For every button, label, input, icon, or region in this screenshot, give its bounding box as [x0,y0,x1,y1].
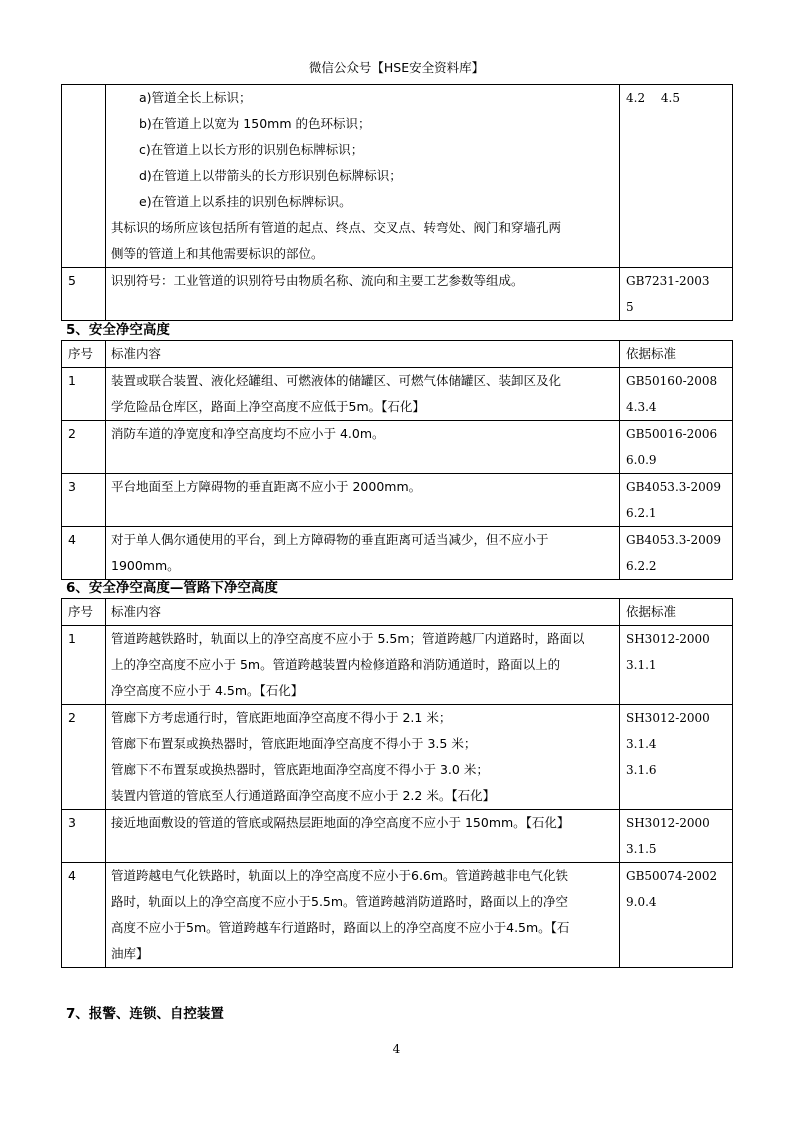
page-header: 微信公众号【HSE安全资料库】 [308,60,485,75]
content-line: 平台地面至上方障碍物的垂直距离不应小于 2000mm。 [111,479,422,494]
content-line: 路时，轨面以上的净空高度不应小于5.5m。管道跨越消防道路时，路面以上的净空 [111,894,569,909]
row-number: 1 [62,626,106,705]
reference-line: 3.1.1 [626,658,657,672]
section-7-title: 7、报警、连锁、自控装置 [66,1006,224,1022]
row-reference [620,626,733,705]
row-number: 2 [62,421,106,474]
table-row [62,810,733,863]
table-row [62,863,733,968]
row-number: 3 [62,474,106,527]
table-row [62,421,733,474]
continued-standards-table [61,84,733,321]
row-content [106,863,620,968]
reference-line: 4.2 4.5 [626,91,680,105]
section-6-title: 6、安全净空高度—管路下净空高度 [66,580,278,596]
reference-line: 3.1.5 [626,842,657,856]
reference-line: GB50160-2008 [626,374,718,388]
row-reference [620,863,733,968]
table-row [62,268,733,321]
row-reference [620,810,733,863]
content-line: 侧等的管道上和其他需要标识的部位。 [111,246,324,261]
content-line: 油库】 [111,946,149,961]
content-line: 消防车道的净宽度和净空高度均不应小于 4.0m。 [111,426,385,441]
content-line: 管廊下不布置泵或换热器时，管底距地面净空高度不得小于 3.0 米； [111,762,489,777]
header-num: 序号 [62,599,106,626]
reference-line: 6.2.1 [626,506,657,520]
reference-line: GB50074-2002 [626,869,718,883]
row-content [106,810,620,863]
table-row [62,85,733,268]
reference-line: 5 [626,300,634,314]
row-number: 1 [62,368,106,421]
row-reference [620,421,733,474]
row-content [106,626,620,705]
reference-line: SH3012-2000 [626,816,710,830]
row-content [106,421,620,474]
reference-line: 4.3.4 [626,400,657,414]
content-line: 其标识的场所应该包括所有管道的起点、终点、交叉点、转弯处、阀门和穿墙孔两 [111,220,562,235]
content-line: 1900mm。 [111,558,180,573]
content-line: c)在管道上以长方形的识别色标牌标识； [139,142,364,157]
content-line: e)在管道上以系挂的识别色标牌标识。 [139,194,352,209]
content-line: a)管道全长上标识； [139,90,252,105]
table-header-row [62,599,733,626]
content-line: 净空高度不应小于 4.5m。【石化】 [111,683,304,698]
content-line: 对于单人偶尔通使用的平台，到上方障碍物的垂直距离可适当减少，但不应小于 [111,532,549,547]
content-line: 上的净空高度不应小于 5m。管道跨越装置内检修道路和消防通道时，路面以上的 [111,657,561,672]
content-line: d)在管道上以带箭头的长方形识别色标牌标识； [139,168,402,183]
table-row [62,626,733,705]
row-reference [620,268,733,321]
content-line: 学危险品仓库区，路面上净空高度不应低于5m。【石化】 [111,399,425,414]
row-reference [620,474,733,527]
content-line: 接近地面敷设的管道的管底或隔热层距地面的净空高度不应小于 150mm。【石化】 [111,815,570,830]
section-5-title: 5、安全净空高度 [66,322,170,338]
content-line: 管道跨越铁路时，轨面以上的净空高度不应小于 5.5m；管道跨越厂内道路时，路面以 [111,631,585,646]
table-row [62,474,733,527]
reference-line: SH3012-2000 [626,632,710,646]
reference-line: 3.1.6 [626,763,657,777]
reference-line: GB4053.3-2009 [626,533,721,547]
section-6-table [61,598,733,968]
content-line: 装置内管道的管底至人行通道路面净空高度不应小于 2.2 米。【石化】 [111,788,496,803]
reference-line: GB4053.3-2009 [626,480,721,494]
reference-line: 6.2.2 [626,559,657,573]
reference-line: 9.0.4 [626,895,657,909]
header-content: 标准内容 [106,599,620,626]
header-content: 标准内容 [106,341,620,368]
table-row [62,705,733,810]
content-line: 高度不应小于5m。管道跨越车行道路时，路面以上的净空高度不应小于4.5m。【石 [111,920,570,935]
content-line: 识别符号：工业管道的识别符号由物质名称、流向和主要工艺参数等组成。 [111,273,524,288]
section-5-table [61,340,733,580]
reference-line: GB50016-2006 [626,427,718,441]
row-number: 4 [62,527,106,580]
row-reference [620,705,733,810]
content-line: 装置或联合装置、液化烃罐组、可燃液体的储罐区、可燃气体储罐区、装卸区及化 [111,373,562,388]
row-content [106,474,620,527]
page-number: 4 [392,1042,401,1056]
row-content [106,268,620,321]
table-row [62,527,733,580]
header-ref: 依据标准 [620,599,733,626]
table-row [62,368,733,421]
row-number: 3 [62,810,106,863]
content-line: 管廊下布置泵或换热器时，管底距地面净空高度不得小于 3.5 米； [111,736,477,751]
row-number: 5 [62,268,106,321]
header-num: 序号 [62,341,106,368]
table-header-row [62,341,733,368]
row-content [106,705,620,810]
row-reference [620,527,733,580]
reference-line: SH3012-2000 [626,711,710,725]
row-number: 4 [62,863,106,968]
content-line: b)在管道上以宽为 150mm 的色环标识； [139,116,371,131]
reference-line: 6.0.9 [626,453,657,467]
reference-line: GB7231-2003 [626,274,710,288]
row-content [106,527,620,580]
content-line: 管道跨越电气化铁路时，轨面以上的净空高度不应小于6.6m。管道跨越非电气化铁 [111,868,569,883]
row-reference [620,85,733,268]
row-content [106,368,620,421]
content-line: 管廊下方考虑通行时，管底距地面净空高度不得小于 2.1 米； [111,710,452,725]
header-ref: 依据标准 [620,341,733,368]
row-number [62,85,106,268]
reference-line: 3.1.4 [626,737,657,751]
row-reference [620,368,733,421]
row-content [106,85,620,268]
row-number: 2 [62,705,106,810]
